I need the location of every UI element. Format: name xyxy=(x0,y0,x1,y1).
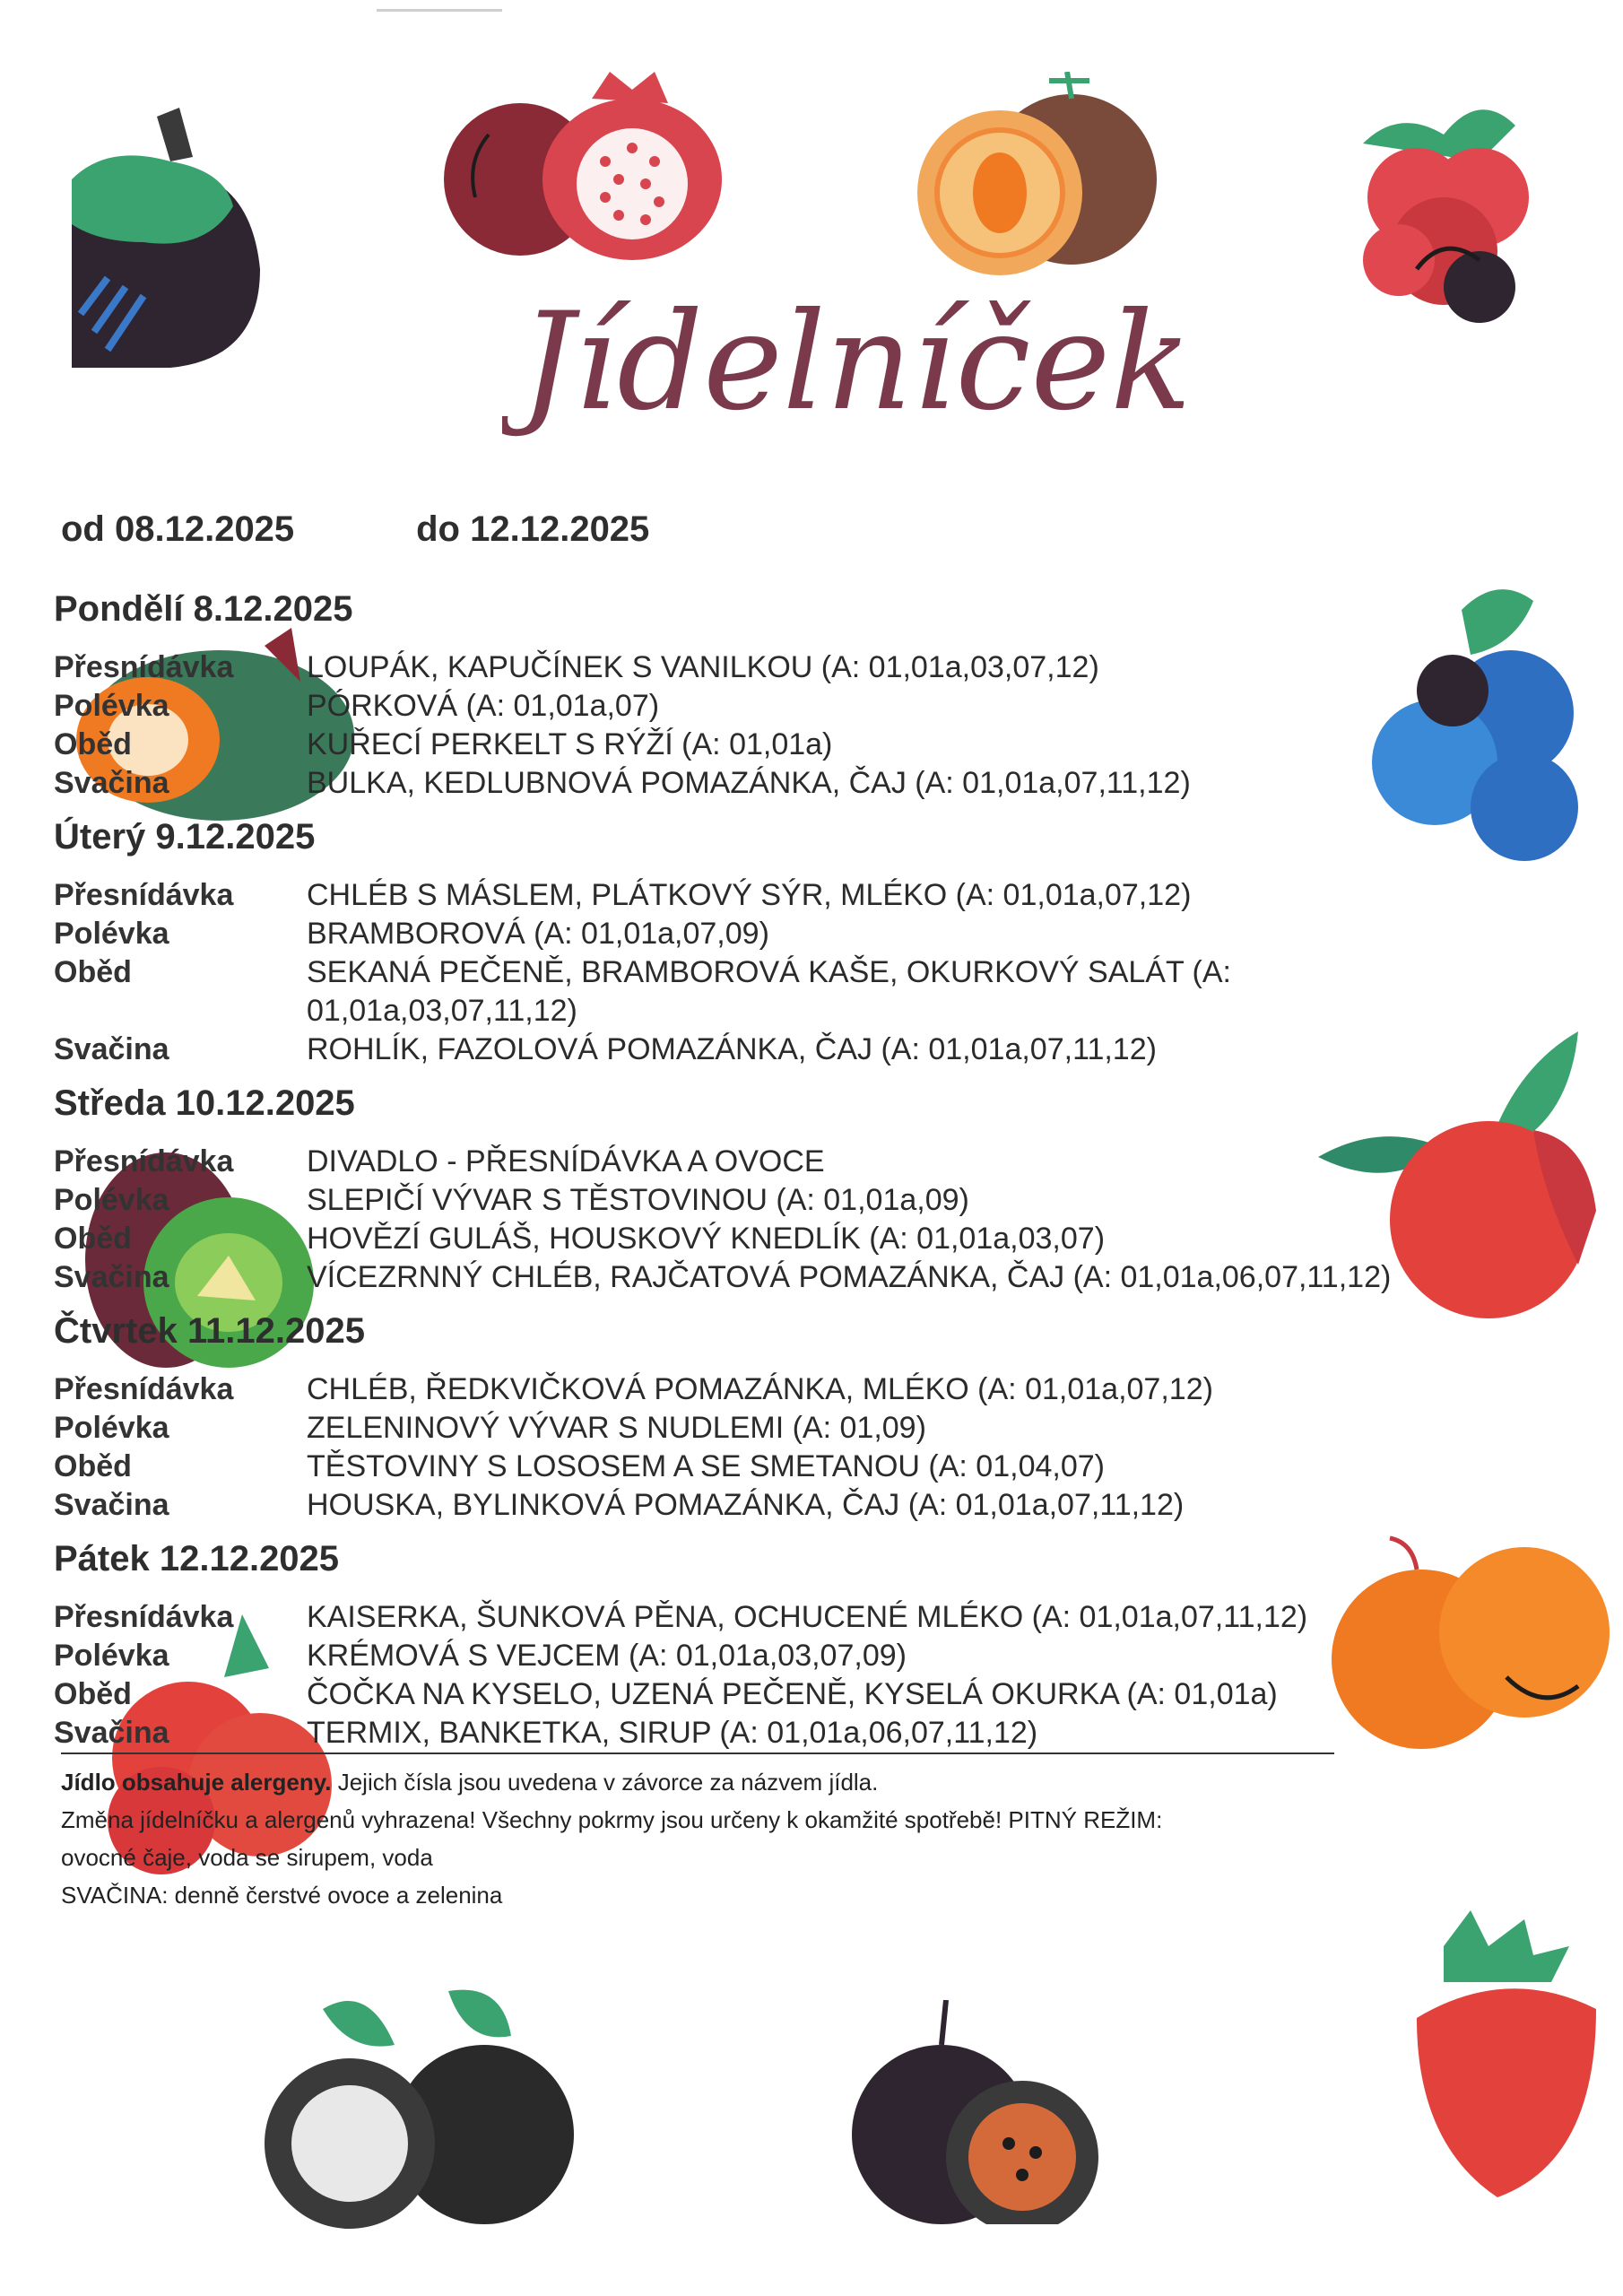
meal-row xyxy=(54,1675,1488,1714)
meal-row xyxy=(54,1714,1488,1752)
meal-dish: ČOČKA NA KYSELO, UZENÁ PEČENĚ, KYSELÁ OKURKA (A: 01,01a) xyxy=(307,1677,1278,1711)
snack-note: SVAČINA: denně čerstvé ovoce a zelenina xyxy=(61,1882,503,1909)
meal-label: Přesnídávka xyxy=(54,1600,234,1634)
scan-mark xyxy=(377,9,502,12)
raspberry-icon xyxy=(1345,90,1560,341)
meal-dish: KUŘECÍ PERKELT S RÝŽÍ (A: 01,01a) xyxy=(307,727,833,761)
day-section xyxy=(54,815,1488,1069)
meal-row xyxy=(54,1258,1488,1297)
meal-dish: SLEPIČÍ VÝVAR S TĚSTOVINOU (A: 01,01a,09) xyxy=(307,1183,969,1217)
drink-note: ovocné čaje, voda se sirupem, voda xyxy=(61,1844,433,1871)
meal-row xyxy=(54,876,1488,915)
meal-label: Přesnídávka xyxy=(54,878,234,912)
pomegranate-icon xyxy=(439,63,726,269)
meal-row xyxy=(54,1598,1488,1637)
meal-label: Polévka xyxy=(54,1183,169,1217)
meal-label: Svačina xyxy=(54,1032,169,1066)
meal-dish: VÍCEZRNNÝ CHLÉB, RAJČATOVÁ POMAZÁNKA, ČAJ (A: 01,01a,06,07,11,12) xyxy=(307,1260,1392,1294)
meal-label: Polévka xyxy=(54,1411,169,1445)
meal-dish: ZELENINOVÝ VÝVAR S NUDLEMI (A: 01,09) xyxy=(307,1411,926,1445)
meal-label: Oběd xyxy=(54,955,132,989)
meal-row xyxy=(54,953,1488,1031)
allergen-note-bold: Jídlo obsahuje alergeny. xyxy=(61,1769,332,1796)
day-title: Středa 10.12.2025 xyxy=(54,1083,355,1123)
meal-row xyxy=(54,1031,1488,1069)
passionfruit-icon xyxy=(843,2000,1130,2224)
meal-row xyxy=(54,648,1488,687)
day-title: Pondělí 8.12.2025 xyxy=(54,589,353,629)
coconut-icon xyxy=(215,1973,574,2233)
meal-row xyxy=(54,1370,1488,1409)
meal-dish: HOVĚZÍ GULÁŠ, HOUSKOVÝ KNEDLÍK (A: 01,01a,03,07) xyxy=(307,1222,1106,1256)
meal-row xyxy=(54,687,1488,726)
day-section xyxy=(54,1082,1488,1297)
date-range xyxy=(61,509,649,550)
allergen-note-rest: Jejich čísla jsou uvedena v závorce za názvem jídla. xyxy=(331,1769,879,1796)
meal-dish: CHLÉB S MÁSLEM, PLÁTKOVÝ SÝR, MLÉKO (A: 01,01a,07,12) xyxy=(307,878,1192,912)
meal-row xyxy=(54,1143,1488,1181)
meal-dish: BRAMBOROVÁ (A: 01,01a,07,09) xyxy=(307,917,769,951)
meal-row xyxy=(54,1486,1488,1525)
meal-dish: TĚSTOVINY S LOSOSEM A SE SMETANOU (A: 01,04,07) xyxy=(307,1449,1105,1483)
meal-dish: HOUSKA, BYLINKOVÁ POMAZÁNKA, ČAJ (A: 01,01a,07,11,12) xyxy=(307,1488,1185,1522)
meal-row xyxy=(54,726,1488,764)
meal-label: Oběd xyxy=(54,727,132,761)
meal-label: Svačina xyxy=(54,1716,169,1750)
meal-row xyxy=(54,1409,1488,1448)
footer-notes xyxy=(61,1752,1334,1918)
day-title: Pátek 12.12.2025 xyxy=(54,1539,340,1578)
day-section xyxy=(54,1537,1488,1752)
meal-row xyxy=(54,1448,1488,1486)
meal-dish: LOUPÁK, KAPUČÍNEK S VANILKOU (A: 01,01a,03,07,12) xyxy=(307,650,1099,684)
page-title-text: Jídelníček xyxy=(520,284,1184,440)
allergen-note xyxy=(61,1767,1334,1797)
day-section xyxy=(54,587,1488,803)
melon-icon xyxy=(906,72,1166,278)
change-note: Změna jídelníčku a alergenů vyhrazena! Všechny pokrmy jsou určeny k okamžité spotřebě! PITNÝ REŽIM: xyxy=(61,1806,1163,1833)
day-section xyxy=(54,1309,1488,1525)
meal-label: Oběd xyxy=(54,1677,132,1711)
meal-dish: ROHLÍK, FAZOLOVÁ POMAZÁNKA, ČAJ (A: 01,01a,07,11,12) xyxy=(307,1032,1157,1066)
meal-row xyxy=(54,915,1488,953)
meal-dish: KRÉMOVÁ S VEJCEM (A: 01,01a,03,07,09) xyxy=(307,1639,907,1673)
meal-row xyxy=(54,1220,1488,1258)
meal-label: Oběd xyxy=(54,1222,132,1256)
meal-dish: BULKA, KEDLUBNOVÁ POMAZÁNKA, ČAJ (A: 01,01a,07,11,12) xyxy=(307,766,1191,800)
meal-dish: DIVADLO - PŘESNÍDÁVKA A OVOCE xyxy=(307,1144,825,1178)
meal-label: Polévka xyxy=(54,917,169,951)
meal-dish: KAISERKA, ŠUNKOVÁ PĚNA, OCHUCENÉ MLÉKO (A: 01,01a,07,11,12) xyxy=(307,1600,1308,1634)
meal-row xyxy=(54,1181,1488,1220)
meal-label: Polévka xyxy=(54,689,169,723)
strawberry-icon xyxy=(1390,1910,1623,2206)
meal-label: Přesnídávka xyxy=(54,650,234,684)
meal-label: Svačina xyxy=(54,1260,169,1294)
range-to: do 12.12.2025 xyxy=(416,509,650,549)
meal-label: Svačina xyxy=(54,1488,169,1522)
meal-dish: SEKANÁ PEČENĚ, BRAMBOROVÁ KAŠE, OKURKOVÝ SALÁT (A: 01,01a,03,07,11,12) xyxy=(307,955,1232,1028)
meal-dish: CHLÉB, ŘEDKVIČKOVÁ POMAZÁNKA, MLÉKO (A: 01,01a,07,12) xyxy=(307,1372,1213,1406)
day-title: Čtvrtek 11.12.2025 xyxy=(54,1311,365,1351)
mangosteen-icon xyxy=(72,108,278,377)
meal-row xyxy=(54,1637,1488,1675)
meal-dish: TERMIX, BANKETKA, SIRUP (A: 01,01a,06,07,11,12) xyxy=(307,1716,1038,1750)
day-title: Úterý 9.12.2025 xyxy=(54,817,316,857)
meal-dish: PÓRKOVÁ (A: 01,01a,07) xyxy=(307,689,660,723)
meal-label: Přesnídávka xyxy=(54,1144,234,1178)
page-title xyxy=(502,256,1184,471)
meal-label: Přesnídávka xyxy=(54,1372,234,1406)
meal-label: Oběd xyxy=(54,1449,132,1483)
range-from: od 08.12.2025 xyxy=(61,509,295,549)
meal-label: Svačina xyxy=(54,766,169,800)
weekly-menu xyxy=(54,587,1488,1765)
meal-label: Polévka xyxy=(54,1639,169,1673)
meal-row xyxy=(54,764,1488,803)
